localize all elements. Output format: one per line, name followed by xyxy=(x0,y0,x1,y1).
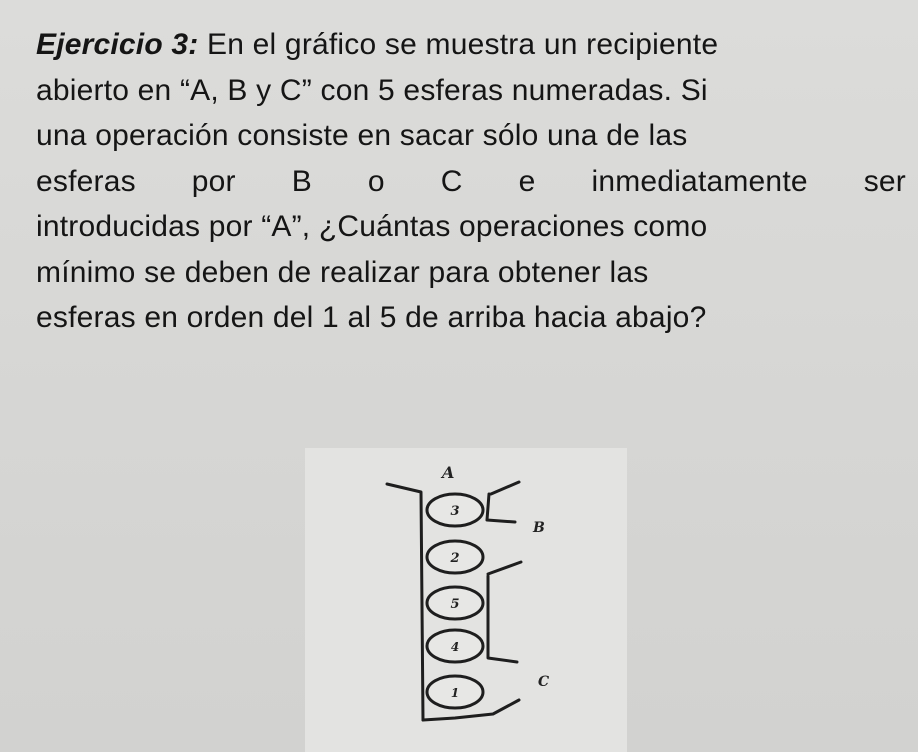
container-right-wall-lower xyxy=(488,576,517,662)
sphere-1 xyxy=(427,676,483,708)
sphere-3 xyxy=(427,494,483,526)
sphere-4 xyxy=(427,630,483,662)
problem-line-3: una operación consiste en sacar sólo una de las xyxy=(36,119,688,152)
svg-text:4: 4 xyxy=(450,640,460,654)
sphere-2 xyxy=(427,541,483,573)
problem-line-6: mínimo se deben de realizar para obtener las xyxy=(36,255,649,289)
sphere-5 xyxy=(427,587,483,619)
exercise-label: Ejercicio 3: xyxy=(36,28,199,61)
opening-label-b: B xyxy=(533,520,545,536)
problem-line-4: esferas por B o C e inmediatamente ser xyxy=(36,164,906,198)
svg-text:3: 3 xyxy=(450,504,460,519)
svg-text:1: 1 xyxy=(450,686,460,700)
container-top-right-lip xyxy=(491,482,519,494)
problem-line-1-text: En el gráfico se muestra un recipiente xyxy=(198,28,719,61)
problem-line-1 xyxy=(36,22,906,68)
svg-text:5: 5 xyxy=(450,597,460,612)
container-right-wall-upper xyxy=(487,494,515,522)
problem-statement xyxy=(36,22,906,341)
container-right-wall-middle xyxy=(488,562,521,574)
opening-label-c: C xyxy=(538,674,550,690)
svg-text:2: 2 xyxy=(450,551,460,566)
problem-line-7: esferas en orden del 1 al 5 de arriba hacia abajo? xyxy=(36,301,707,334)
container-diagram xyxy=(305,448,627,752)
container-top-lip xyxy=(387,484,423,720)
opening-label-a: A xyxy=(442,463,455,482)
container-figure xyxy=(305,448,627,752)
problem-line-2: abierto en “A, B y C” con 5 esferas numeradas. Si xyxy=(36,73,708,107)
problem-line-5: introducidas por “A”, ¿Cuántas operaciones como xyxy=(36,210,708,243)
